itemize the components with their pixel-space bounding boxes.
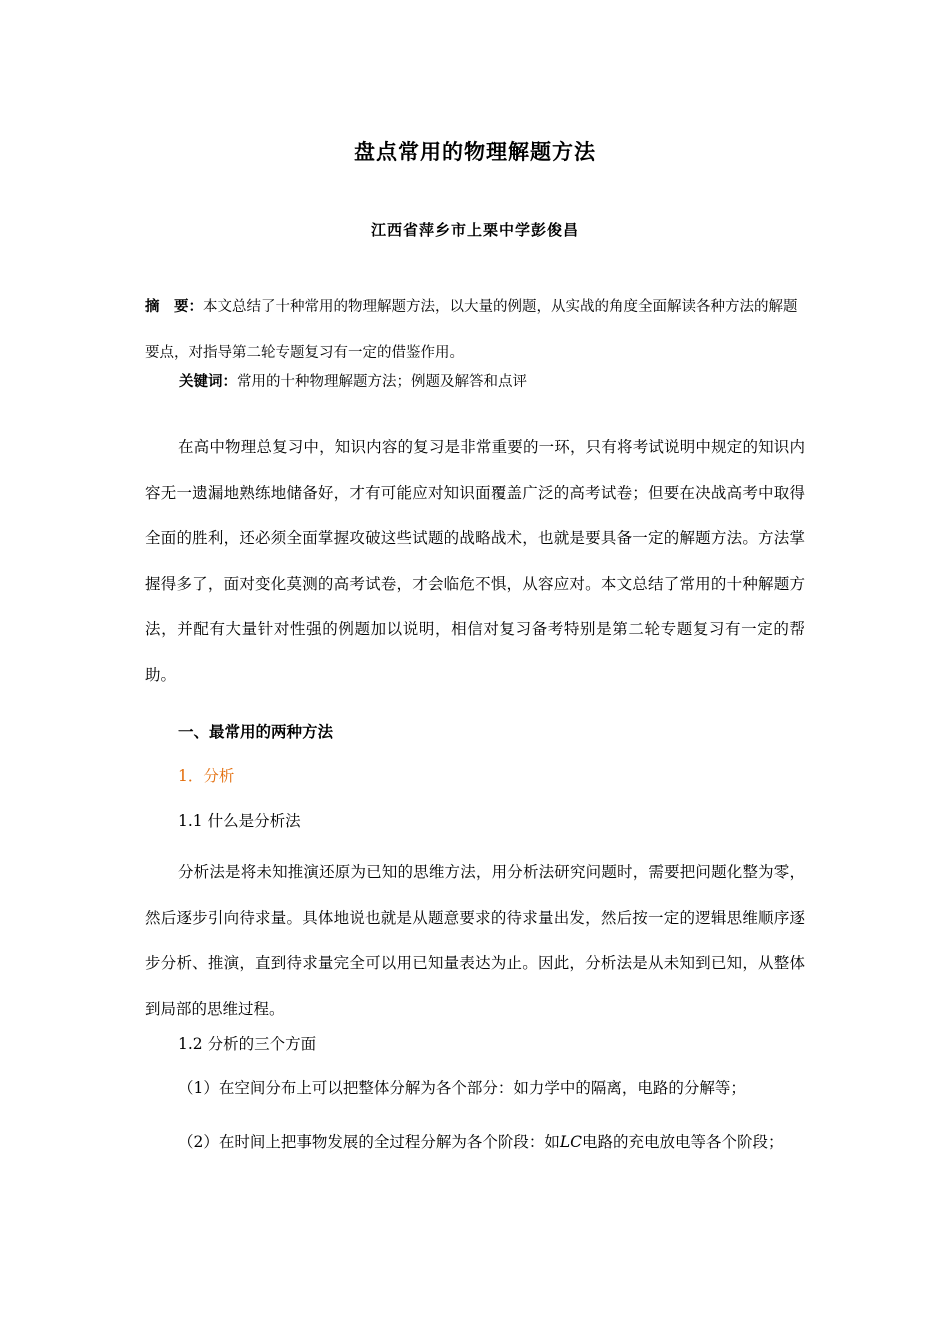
keywords-paragraph [145,370,805,394]
abstract-paragraph [145,284,805,376]
abstract-label: 摘 要： [145,298,203,315]
section-heading: 一、最常用的两种方法 [178,722,334,741]
list-item-1: （1）在空间分布上可以把整体分解为各个部分：如力学中的隔离，电路的分解等； [178,1079,746,1097]
list-item-2 [145,1120,805,1166]
subsection-heading [178,764,234,786]
intro-paragraph: 在高中物理总复习中，知识内容的复习是非常重要的一环，只有将考试说明中规定的知识内容无一遗漏地熟练地储备好，才有可能应对知识面覆盖广泛的高考试卷；但要在决战高考中取得全面的胜利，还必须全面掌握攻破这些试题的战略战术，也就是要具备一定的解题方法。方法掌握得多了，面对变化莫测的高考试卷，才会临危不惧，从容应对。本文总结了常用的十种解题方法，并配有大量针对性强的例题加以说明，相信对复习备考特别是第二轮专题复习有一定的帮助。 [145,438,805,684]
document-author: 江西省萍乡市上栗中学彭俊昌 [370,221,579,239]
subsection-label: 1．分析 [178,767,235,785]
keywords-text: 常用的十种物理解题方法；例题及解答和点评 [237,374,527,390]
lc-circuit-term: LC [559,1133,583,1151]
subsection-1-1-heading: 1.1 什么是分析法 [178,812,301,830]
list-item-2-text-before: （2）在时间上把事物发展的全过程分解为各个阶段：如 [178,1133,560,1151]
abstract-text: 本文总结了十种常用的物理解题方法，以大量的例题，从实战的角度全面解读各种方法的解题要点，对指导第二轮专题复习有一定的借鉴作用。 [145,299,798,361]
analysis-paragraph: 分析法是将未知推演还原为已知的思维方法，用分析法研究问题时，需要把问题化整为零，然后逐步引向待求量。具体地说也就是从题意要求的待求量出发，然后按一定的逻辑思维顺序逐步分析、推演，直到待求量完全可以用已知量表达为止。因此，分析法是从未知到已知，从整体到局部的思维过程。 [145,863,805,1018]
keywords-label: 关键词： [179,373,237,390]
list-item-2-text-after: 电路的充电放电等各个阶段； [582,1133,784,1151]
subsection-1-2-heading: 1.2 分析的三个方面 [178,1035,317,1053]
document-title: 盘点常用的物理解题方法 [354,139,596,164]
